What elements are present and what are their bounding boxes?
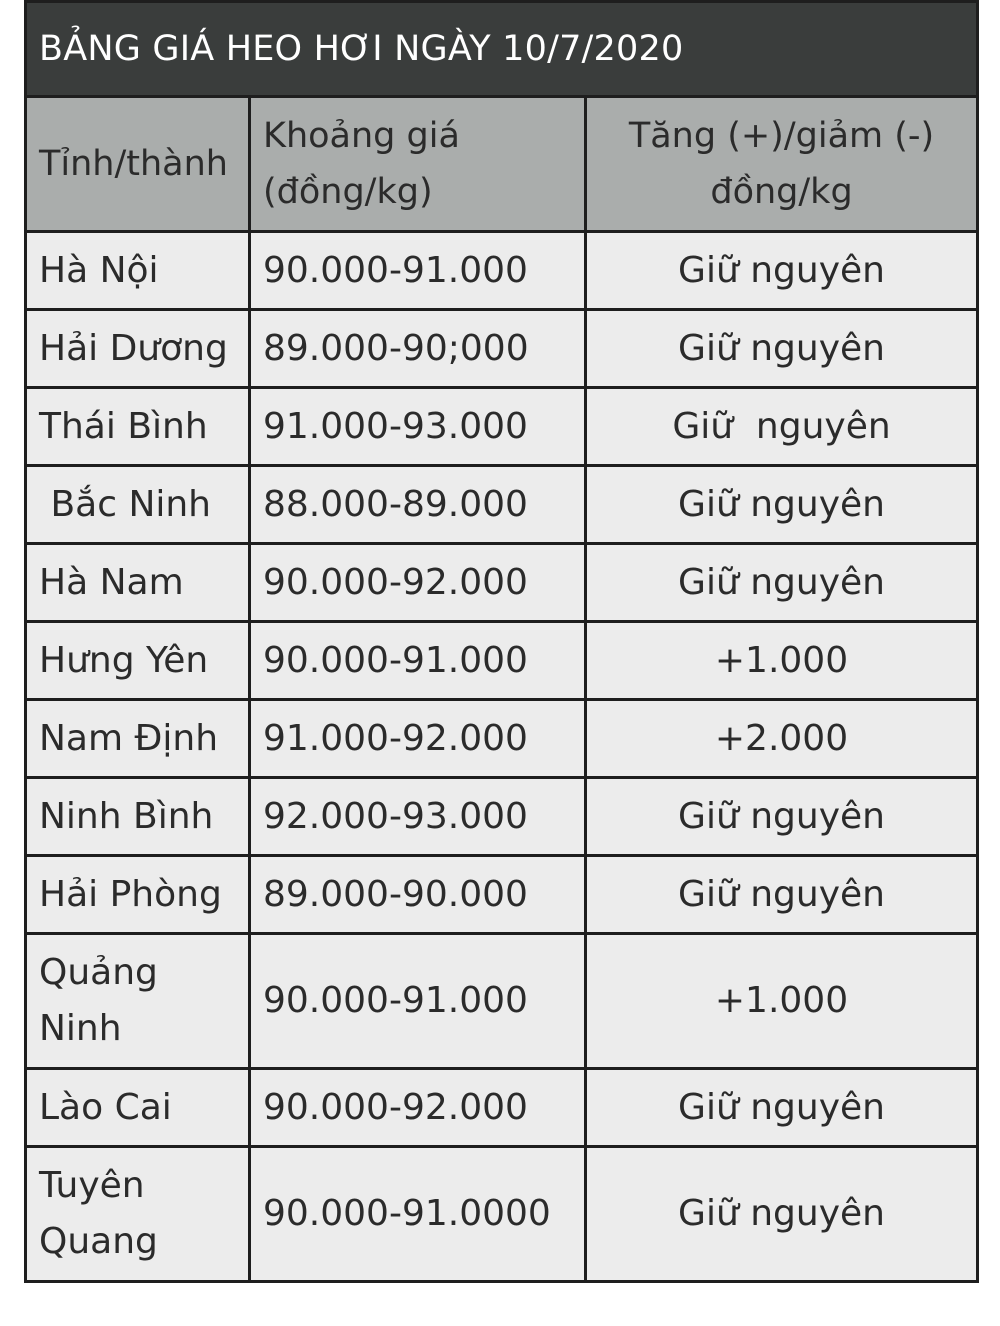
header-change: Tăng (+)/giảm (-) đồng/kg <box>586 97 978 232</box>
cell-change: Giữ nguyên <box>586 544 978 622</box>
cell-province: Thái Bình <box>26 388 250 466</box>
cell-change: +2.000 <box>586 700 978 778</box>
table-row <box>26 934 978 1069</box>
cell-change: Giữ nguyên <box>586 310 978 388</box>
table-row <box>26 622 978 700</box>
table-row <box>26 1069 978 1147</box>
table-row <box>26 388 978 466</box>
cell-province: Lào Cai <box>26 1069 250 1147</box>
cell-change: +1.000 <box>586 622 978 700</box>
cell-price: 89.000-90;000 <box>250 310 586 388</box>
cell-price: 90.000-92.000 <box>250 1069 586 1147</box>
table-row <box>26 1147 978 1282</box>
cell-change: Giữ nguyên <box>586 778 978 856</box>
cell-province: Hà Nam <box>26 544 250 622</box>
header-price-range: Khoảng giá (đồng/kg) <box>250 97 586 232</box>
table-row <box>26 856 978 934</box>
header-province: Tỉnh/thành <box>26 97 250 232</box>
cell-province: Ninh Bình <box>26 778 250 856</box>
table-row <box>26 310 978 388</box>
cell-price: 91.000-93.000 <box>250 388 586 466</box>
cell-province: Tuyên Quang <box>26 1147 250 1282</box>
price-table-container <box>24 0 976 1283</box>
cell-change: Giữ nguyên <box>586 388 978 466</box>
cell-price: 90.000-91.000 <box>250 934 586 1069</box>
cell-change: +1.000 <box>586 934 978 1069</box>
cell-price: 91.000-92.000 <box>250 700 586 778</box>
table-row <box>26 700 978 778</box>
table-row <box>26 544 978 622</box>
table-row <box>26 778 978 856</box>
cell-price: 90.000-92.000 <box>250 544 586 622</box>
cell-change: Giữ nguyên <box>586 1069 978 1147</box>
cell-price: 90.000-91.000 <box>250 232 586 310</box>
cell-province: Hưng Yên <box>26 622 250 700</box>
table-title-row <box>26 2 978 97</box>
cell-change: Giữ nguyên <box>586 232 978 310</box>
cell-price: 88.000-89.000 <box>250 466 586 544</box>
cell-province: Quảng Ninh <box>26 934 250 1069</box>
table-title: BẢNG GIÁ HEO HƠI NGÀY 10/7/2020 <box>26 2 978 97</box>
cell-price: 92.000-93.000 <box>250 778 586 856</box>
cell-price: 89.000-90.000 <box>250 856 586 934</box>
cell-change: Giữ nguyên <box>586 466 978 544</box>
cell-price: 90.000-91.000 <box>250 622 586 700</box>
table-row <box>26 232 978 310</box>
pig-price-table <box>24 0 979 1283</box>
cell-province: Hải Phòng <box>26 856 250 934</box>
table-row <box>26 466 978 544</box>
cell-province: Bắc Ninh <box>26 466 250 544</box>
cell-province: Nam Định <box>26 700 250 778</box>
cell-province: Hà Nội <box>26 232 250 310</box>
cell-province: Hải Dương <box>26 310 250 388</box>
table-header-row <box>26 97 978 232</box>
cell-change: Giữ nguyên <box>586 1147 978 1282</box>
cell-change: Giữ nguyên <box>586 856 978 934</box>
cell-price: 90.000-91.0000 <box>250 1147 586 1282</box>
